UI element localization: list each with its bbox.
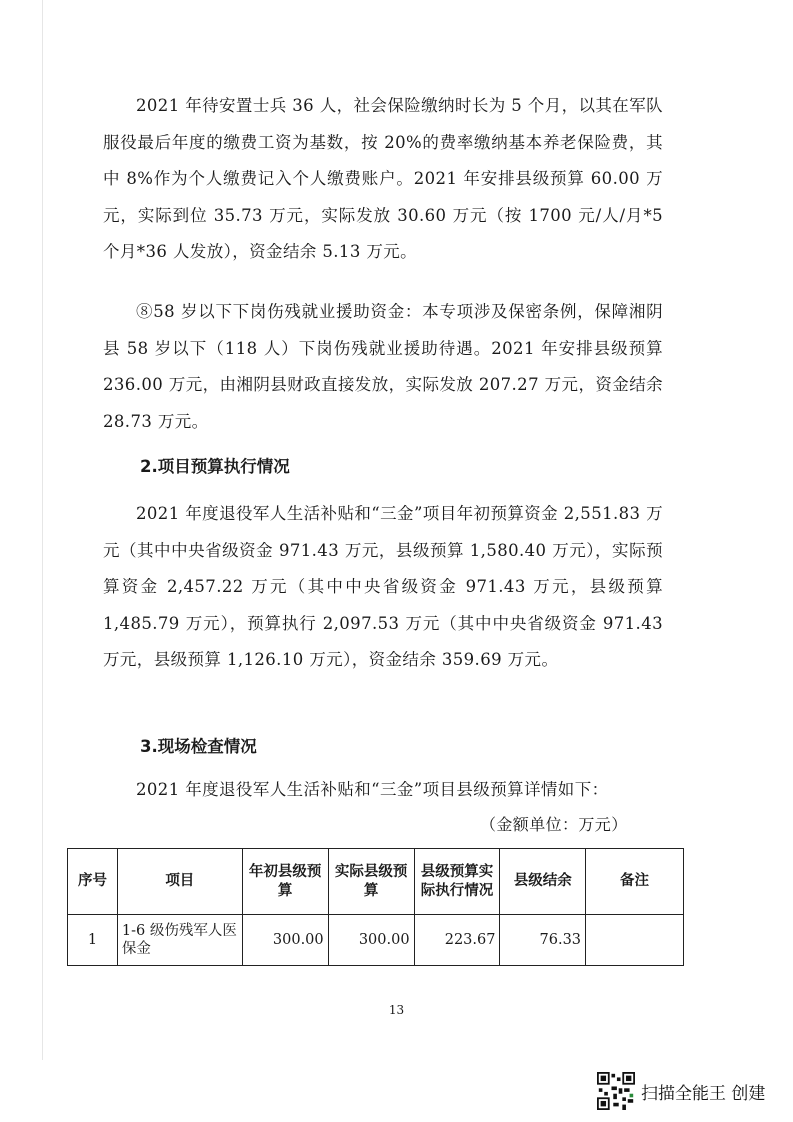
header-seq: 序号 — [68, 849, 118, 915]
table-unit-note: （金额单位：万元） — [480, 815, 628, 834]
qr-code-icon — [597, 1072, 635, 1110]
table-header-row — [68, 849, 684, 915]
header-balance: 县级结余 — [500, 849, 586, 915]
scanner-watermark: 扫描全能王 创建 — [641, 1084, 766, 1104]
cell-seq: 1 — [68, 915, 118, 966]
cell-balance: 76.33 — [500, 915, 586, 966]
cell-item: 1-6 级伤残军人医保金 — [117, 915, 242, 966]
paragraph-disability-aid: ⑧58 岁以下下岗伤残就业援助资金：本专项涉及保密条例，保障湘阴县 58 岁以下（118 人）下岗伤残就业援助待遇。2021 年安排县级预算 236.00 万元，由湘阴县财政直接发放，实际发放 207.27 万元，资金结余 28.73 万元。 — [103, 302, 663, 431]
table-row — [68, 915, 684, 966]
header-item: 项目 — [117, 849, 242, 915]
scan-edge-line — [42, 0, 43, 1060]
cell-initial-budget: 300.00 — [242, 915, 328, 966]
paragraph-table-intro: 2021 年度退役军人生活补贴和“三金”项目县级预算详情如下： — [136, 780, 609, 799]
page-number: 13 — [388, 1003, 405, 1017]
header-actual-budget: 实际县级预算 — [328, 849, 414, 915]
section-heading-site-inspection: 3.现场检查情况 — [140, 737, 257, 756]
budget-table — [67, 848, 684, 966]
cell-actual-budget: 300.00 — [328, 915, 414, 966]
cell-execution: 223.67 — [414, 915, 500, 966]
header-remark: 备注 — [586, 849, 684, 915]
header-execution: 县级预算实际执行情况 — [414, 849, 500, 915]
cell-remark — [586, 915, 684, 966]
paragraph-budget-execution: 2021 年度退役军人生活补贴和“三金”项目年初预算资金 2,551.83 万元（其中中央省级资金 971.43 万元，县级预算 1,580.40 万元），实际预算资金 2,457.22 万元（其中中央省级资金 971.43 万元，县级预算 1,485.79 万元），预算执行 2,097.53 万元（其中中央省级资金 971.43 万元，县级预算 1,126.10 万元），资金结余 359.69 万元。 — [103, 504, 663, 669]
section-heading-budget-execution: 2.项目预算执行情况 — [140, 457, 290, 476]
header-initial-budget: 年初县级预算 — [242, 849, 328, 915]
paragraph-soldier-insurance: 2021 年待安置士兵 36 人，社会保险缴纳时长为 5 个月，以其在军队服役最后年度的缴费工资为基数，按 20%的费率缴纳基本养老保险费，其中 8%作为个人缴费记入个人缴费账户。2021 年安排县级预算 60.00 万元，实际到位 35.73 万元，实际发放 30.60 万元（按 1700 元/人/月*5 个月*36 人发放），资金结余 5.13 万元。 — [103, 96, 664, 261]
